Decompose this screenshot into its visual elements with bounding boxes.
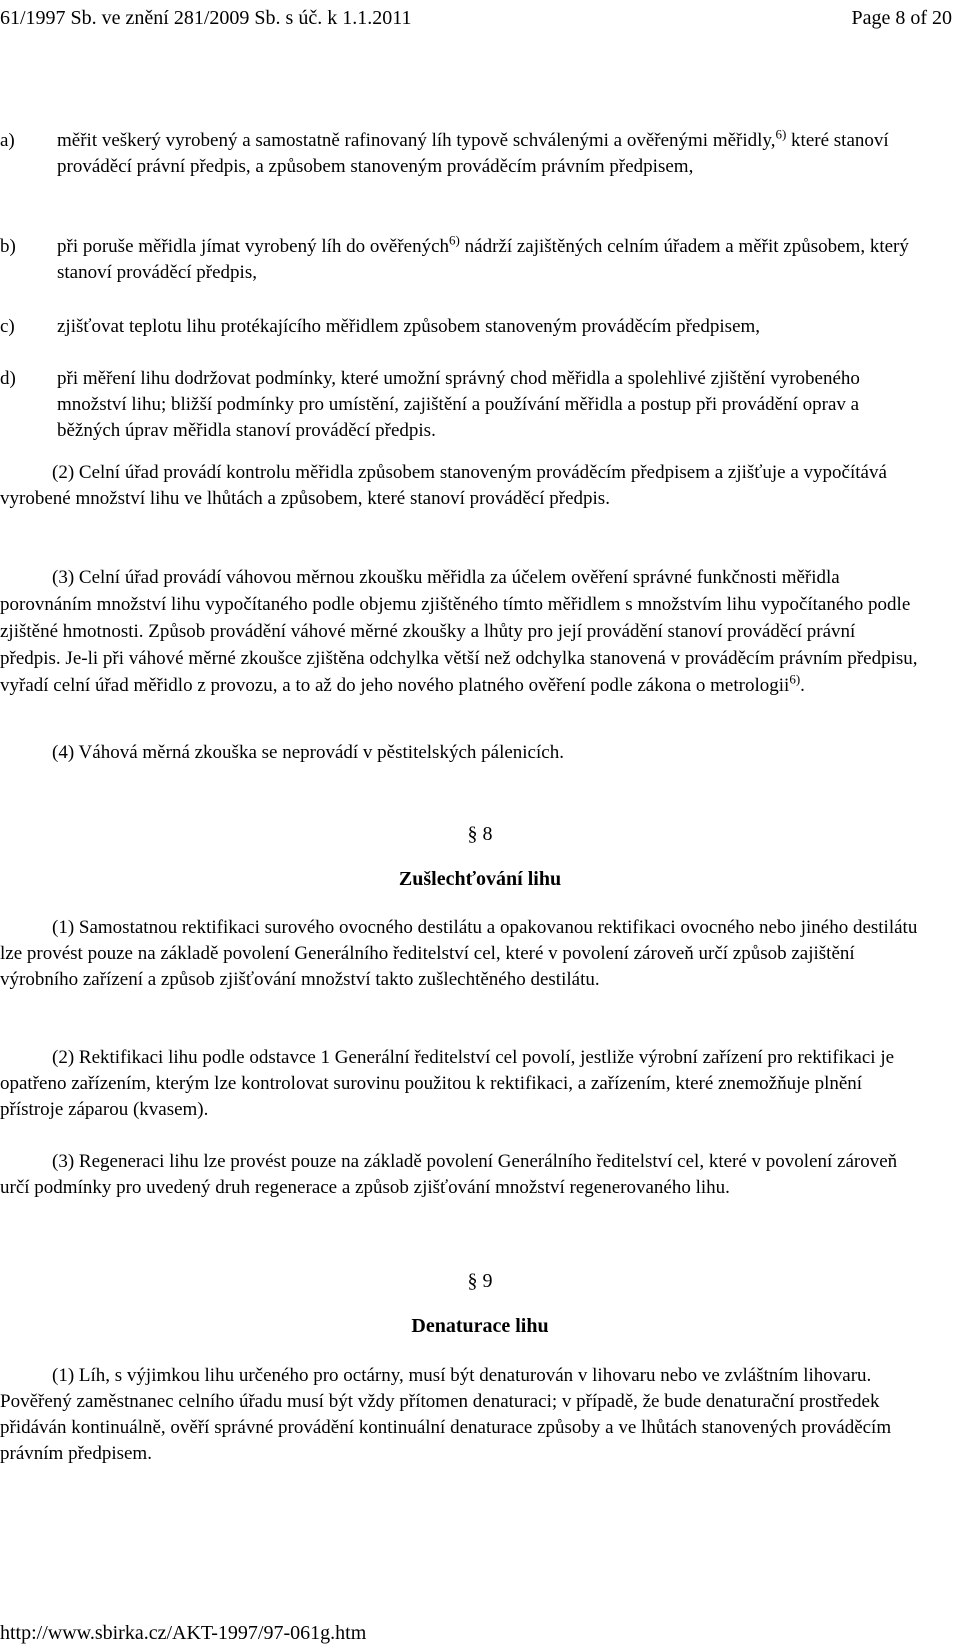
header-page-number: Page 8 of 20 bbox=[851, 7, 952, 29]
paragraph-s7-2: (2) Celní úřad provádí kontrolu měřidla způsobem stanoveným prováděcím předpisem a zjišťuje a vypočítává vyrobené množství lihu ve lhůtách a způsobem, které stanoví prováděcí předpis. bbox=[0, 462, 887, 509]
footnote-ref[interactable]: 6) bbox=[449, 232, 460, 248]
footnote-ref[interactable]: 6) bbox=[789, 671, 801, 687]
section-title-9: Denaturace lihu bbox=[411, 1315, 549, 1337]
section-number-9: § 9 bbox=[467, 1270, 493, 1292]
footer-url[interactable]: http://www.sbirka.cz/AKT-1997/97-061g.htm bbox=[0, 1622, 367, 1644]
list-marker: d) bbox=[0, 368, 16, 389]
list-text: při měření lihu dodržovat podmínky, které umožní správný chod měřidla a spolehlivé zjištění vyrobeného množství lihu; bližší podmínky pro umístění, zajištění a používání měřidla a postup při provádění oprav a běžných úprav měřidla stanoví prováděcí předpis. bbox=[57, 368, 860, 441]
list-marker: c) bbox=[0, 316, 15, 337]
header-doc-reference: 61/1997 Sb. ve znění 281/2009 Sb. s úč. k 1.1.2011 bbox=[0, 7, 412, 29]
list-marker: a) bbox=[0, 130, 15, 151]
paragraph-s7-4: (4) Váhová měrná zkouška se neprovádí v pěstitelských pálenicích. bbox=[52, 742, 564, 763]
list-item-c bbox=[0, 314, 915, 340]
paragraph-s8-1: (1) Samostatnou rektifikaci surového ovocného destilátu a opakovanou rektifikaci ovocného nebo jiného destilátu lze provést pouze na základě povolení Generálního ředitelství cel, které v povolení zároveň určí způsob zajištění výrobního zařízení a způsob zjišťování množství takto zušlechtěného destilátu. bbox=[0, 917, 918, 990]
list-marker: b) bbox=[0, 236, 16, 257]
list-text: zjišťovat teplotu lihu protékajícího měřidlem způsobem stanoveným prováděcím předpisem, bbox=[57, 316, 761, 337]
list-text: měřit veškerý vyrobený a samostatně rafinovaný líh typově schválenými a ověřenými měřidly,$^{6)}$ které stanoví prováděcí právní předpis, a způsobem stanoveným prováděcím právním předpisem, bbox=[57, 126, 889, 177]
list-item-b bbox=[0, 234, 915, 286]
paragraph-s9-1: (1) Líh, s výjimkou lihu určeného pro octárny, musí být denaturován v lihovaru nebo ve zvláštním lihovaru. Pověřený zaměstnanec celního úřadu musí být vždy přítomen denaturaci; v případě, že bude denaturační prostředek přidáván kontinuálně, ověří správné provádění kontinuální denaturace způsoby a ve lhůtách stanovených prováděcím právním předpisem. bbox=[0, 1365, 892, 1464]
section-title-8: Zušlechťování lihu bbox=[398, 868, 562, 890]
paragraph-s7-3: (3) Celní úřad provádí váhovou měrnou zkoušku měřidla za účelem ověření správné funkčnosti měřidla porovnáním množství lihu vypočítaného podle objemu zjištěného tímto měřidlem s množstvím lihu vypočítaného podle zjištěné hmotnosti. Způsob provádění váhové měrné zkoušky a lhůty pro její provádění stanoví prováděcí právní předpis. Je-li při váhové měrné zkoušce zjištěna odchylka větší než odchylka stanovená v prováděcím právním předpisu, vyřadí celní úřad měřidlo z provozu, a to až do jeho nového platného ověření podle zákona o metrologii$^{6)}$. bbox=[0, 567, 918, 696]
footnote-ref[interactable]: 6) bbox=[775, 126, 787, 142]
list-item-a bbox=[0, 128, 915, 180]
paragraph-s8-3: (3) Regeneraci lihu lze provést pouze na základě povolení Generálního ředitelství cel, které v povolení zároveň určí podmínky pro uvedený druh regenerace a způsob zjišťování množství regenerovaného lihu. bbox=[0, 1151, 898, 1198]
list-item-d bbox=[0, 366, 915, 444]
section-number-8: § 8 bbox=[467, 823, 493, 845]
paragraph-s8-2: (2) Rektifikaci lihu podle odstavce 1 Generální ředitelství cel povolí, jestliže výrobní zařízení pro rektifikaci je opatřeno zařízením, kterým lze kontrolovat surovinu použitou k rektifikaci, a zařízením, které znemožňuje plnění přístroje záparou (kvasem). bbox=[0, 1047, 895, 1120]
list-text: při poruše měřidla jímat vyrobený líh do ověřených$^{6)}$ nádrží zajištěných celním úřadem a měřit způsobem, který stanoví prováděcí předpis, bbox=[57, 232, 909, 283]
